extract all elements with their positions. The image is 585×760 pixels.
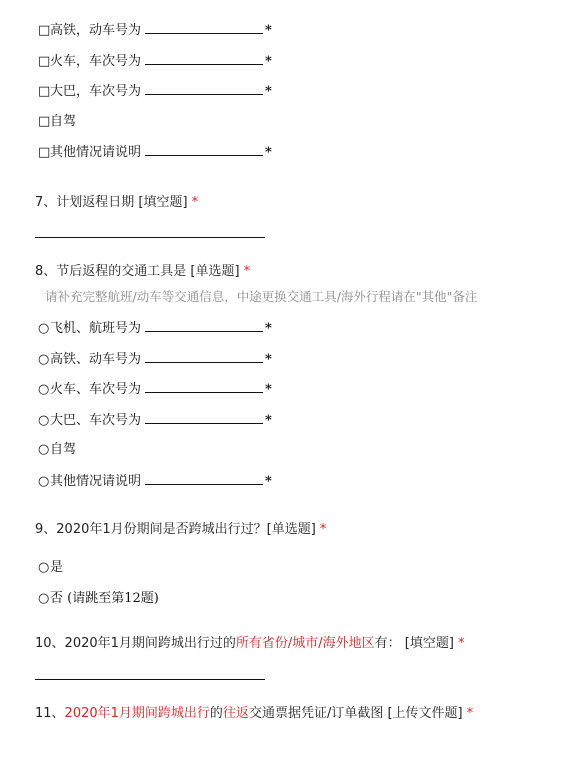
option-label: 自驾 [50,113,77,129]
option-fill-blank[interactable] [145,143,263,156]
checkbox-icon[interactable]: □ [38,84,51,99]
radio-option-1[interactable] [38,559,63,577]
checkbox-option-4[interactable] [38,113,76,131]
required-asterisk: * [265,145,272,160]
q11-suffix: 交通票据凭证/订单截图 [上传文件题] [248,706,463,721]
option-label: 大巴，车次号为 [50,84,142,99]
radio-option-2[interactable] [38,350,272,369]
option-fill-blank[interactable] [145,411,263,424]
radio-option-6[interactable] [38,472,272,491]
checkbox-option-5[interactable] [38,143,272,162]
checkbox-icon[interactable]: □ [38,23,51,38]
q10-prefix: 10、2020年1月期间跨城出行过的 [35,636,236,651]
radio-icon[interactable]: ○ [38,560,50,575]
required-asterisk: * [243,264,251,279]
checkbox-option-1[interactable] [38,21,272,40]
radio-icon[interactable]: ○ [38,321,50,336]
required-asterisk: * [265,351,272,367]
required-asterisk: * [319,522,327,537]
option-label: 自驾 [50,442,77,457]
option-fill-blank[interactable] [145,319,263,332]
radio-option-5[interactable] [38,441,76,459]
radio-icon[interactable]: ○ [38,382,50,397]
option-label: 否 (请跳至第12题) [50,591,159,606]
required-asterisk: * [466,706,474,721]
required-asterisk: * [265,321,272,336]
q8-hint: 请补充完整航班/动车等交通信息，中途更换交通工具/海外行程请在"其他"备注 [45,289,478,304]
radio-icon[interactable]: ○ [38,473,50,489]
option-fill-blank[interactable] [145,82,263,95]
option-fill-blank[interactable] [145,21,263,34]
checkbox-option-3[interactable] [38,82,272,101]
q11-title [35,705,473,723]
required-asterisk: * [457,636,465,651]
q11-highlight-period: 2020年1月期间跨城出行 [64,706,210,721]
option-label: 大巴、车次号为 [50,412,142,428]
radio-option-4[interactable] [38,411,272,430]
q9-title [35,521,326,539]
q10-highlight: 所有省份/城市/海外地区 [235,636,375,651]
option-fill-blank[interactable] [145,380,263,393]
radio-option-2[interactable] [38,590,159,608]
checkbox-icon[interactable]: □ [38,145,51,160]
q7-title [35,194,198,212]
option-label: 是 [50,560,64,575]
q11-mid: 的 [209,706,223,721]
option-label: 其他情况请说明 [50,473,142,489]
option-label: 火车、车次号为 [50,382,142,397]
q8-title-text: 8、节后返程的交通工具是 [单选题] [35,264,240,279]
required-asterisk: * [265,23,272,38]
option-fill-blank[interactable] [145,52,263,65]
required-asterisk: * [265,382,272,397]
radio-icon[interactable]: ○ [38,591,50,606]
option-label: 高铁、动车号为 [50,351,142,367]
q9-title-text: 9、2020年1月份期间是否跨城出行过？[单选题] [35,522,316,537]
radio-option-3[interactable] [38,380,272,399]
option-label: 其他情况请说明 [50,145,142,160]
required-asterisk: * [191,195,199,210]
required-asterisk: * [265,473,272,489]
q7-answer-field[interactable] [35,237,265,238]
radio-option-1[interactable] [38,319,272,338]
checkbox-icon[interactable]: □ [38,53,51,69]
q8-title [35,263,250,281]
option-fill-blank[interactable] [145,350,263,363]
checkbox-option-2[interactable] [38,52,272,71]
radio-icon[interactable]: ○ [38,351,50,367]
q11-highlight-roundtrip: 往返 [222,706,249,721]
checkbox-icon[interactable]: □ [38,113,51,129]
required-asterisk: * [265,53,272,69]
radio-icon[interactable]: ○ [38,412,50,428]
q10-title [35,635,464,653]
q11-prefix: 11、 [35,706,65,721]
q7-title-text: 7、计划返程日期 [填空题] [35,195,188,210]
option-label: 火车，车次号为 [50,53,142,69]
option-label: 高铁，动车号为 [50,23,142,38]
required-asterisk: * [265,84,272,99]
q10-answer-field[interactable] [35,679,265,680]
required-asterisk: * [265,412,272,428]
option-label: 飞机、航班号为 [50,321,142,336]
q10-suffix: 有： [填空题] [374,636,454,651]
option-fill-blank[interactable] [145,472,263,485]
radio-icon[interactable]: ○ [38,442,50,457]
